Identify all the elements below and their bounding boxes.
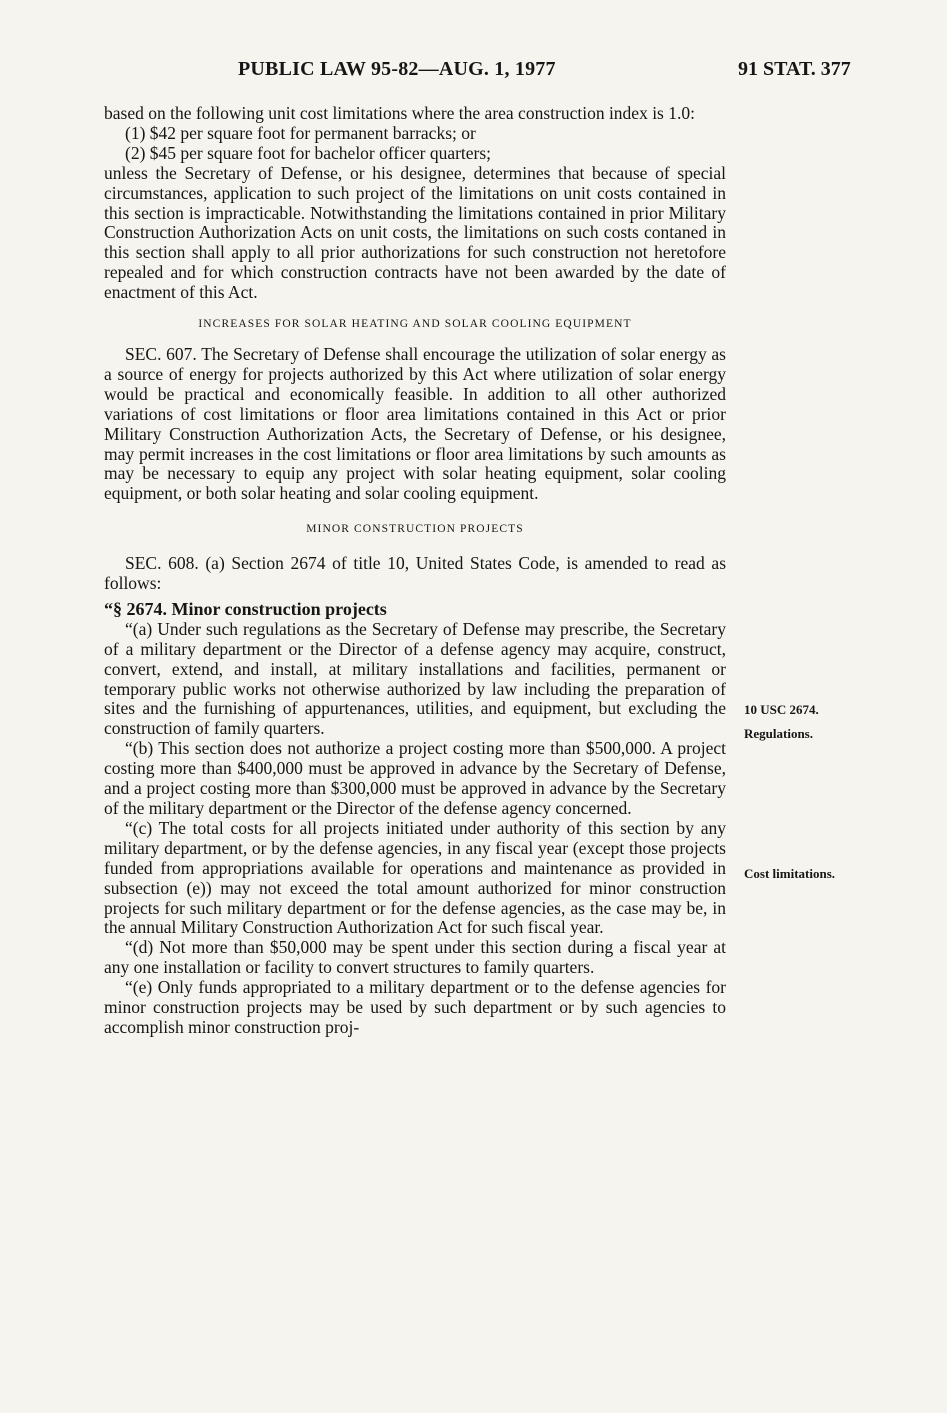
- paragraph-unless: unless the Secretary of Defense, or his designee, determines that because of special circumstances, application to such project of the limitations on unit costs contained in this section is impracticable. Notwithstanding the limitations contained in prior Military Construction Authorization Acts on unit costs, the limitations on such costs contaned in this section shall apply to all prior authorizations for such construction not heretofore repealed and for which construction contracts have not been awarded by the date of enactment of this Act.: [104, 162, 726, 303]
- paragraph-subsection-a: “(a) Under such regulations as the Secretary of Defense may prescribe, the Secretary of a military department or the Director of a defense agency may acquire, construct, convert, extend, and install, at military installations and facilities, permanent or temporary public works not otherwise authorized by law including the preparation of sites and the furnishing of appurtenances, utilities, and equipment, but excluding the construction of family quarters.: [104, 618, 726, 739]
- paragraph-subsection-c: “(c) The total costs for all projects initiated under authority of this section by any military department, or by the defense agencies, in any fiscal year (except those projects funded from appropriations available for operations and maintenance as provided in subsection (e)) may not exceed the total amount authorized for minor construction projects for such military department or for the defense agencies, as the case may be, in the annual Military Construction Authorization Act for such fiscal year.: [104, 817, 726, 938]
- body-text: [104, 104, 726, 1038]
- code-section-heading: “§ 2674. Minor construction projects: [104, 598, 387, 619]
- paragraph-sec-607: SEC. 607. The Secretary of Defense shall encourage the utilization of solar energy as a source of energy for projects authorized by this Act where utilization of solar energy would be practical and economically feasible. In addition to all other authorized variations of cost limitations or floor area limitations contained in this Act or prior Military Construction Authorization Acts, the Secretary of Defense, or his designee, may permit increases in the cost limitations or floor area limitations by such amounts as may be necessary to equip any project with solar heating equipment, solar cooling equipment, or both solar heating and solar cooling equipment.: [104, 343, 726, 504]
- paragraph-unit-cost-intro: based on the following unit cost limitations where the area construction index is 1.0:: [104, 103, 695, 123]
- paragraph-subsection-d: “(d) Not more than $50,000 may be spent under this section during a fiscal year at any one installation or facility to convert structures to family quarters.: [104, 937, 726, 978]
- page-header-stat: 91 STAT. 377: [738, 58, 851, 80]
- margin-note-usc: 10 USC 2674.: [744, 702, 819, 717]
- margin-note-regulations: Regulations.: [744, 726, 813, 741]
- paragraph-subsection-b: “(b) This section does not authorize a project costing more than $500,000. A project costing more than $400,000 must be approved in advance by the Secretary of Defense, and a project costing more than $300,000 must be approved in advance by the Secretary of the military department or the Director of the defense agency concerned.: [104, 738, 726, 818]
- page-header-title: PUBLIC LAW 95-82—AUG. 1, 1977: [238, 58, 556, 80]
- paragraph-subsection-e: “(e) Only funds appropriated to a military department or to the defense agencies for minor construction projects may be used by such department or by such agencies to accomplish minor construction proj-: [104, 977, 726, 1037]
- margin-note-cost-limitations: Cost limitations.: [744, 866, 835, 881]
- section-heading-minor-construction: MINOR CONSTRUCTION PROJECTS: [306, 523, 524, 536]
- section-heading-solar: INCREASES FOR SOLAR HEATING AND SOLAR COOLING EQUIPMENT: [198, 318, 632, 331]
- paragraph-item-2: (2) $45 per square foot for bachelor officer quarters;: [125, 142, 492, 163]
- paragraph-sec-608: SEC. 608. (a) Section 2674 of title 10, United States Code, is amended to read as follows:: [104, 553, 726, 594]
- paragraph-item-1: (1) $42 per square foot for permanent barracks; or: [125, 122, 476, 143]
